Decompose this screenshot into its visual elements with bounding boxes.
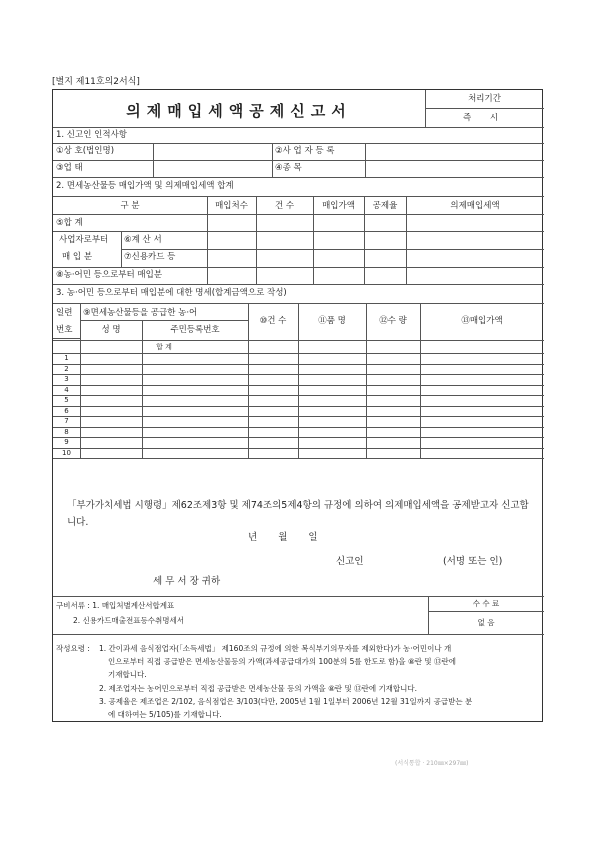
documents-label: 구비서류 : 1. 매입처별계산서합계표 (56, 601, 175, 610)
resident-no-header: 주민등록번호 (170, 325, 220, 335)
note-1a: 1. 간이과세 음식점업자(「소득세법」 제160조의 규정에 의한 복식부기의무자를 제외한다)가 농·어민이나 개 (99, 644, 452, 653)
product-header: ⑪품 명 (318, 316, 346, 326)
addressee: 세 무 서 장 귀하 (153, 576, 221, 587)
amount-header: ⑬매입가액 (461, 316, 503, 326)
farmers-label: ⑧농·어민 등으로부터 매입분 (56, 270, 163, 280)
section3-total-row: 합 계 (156, 343, 172, 351)
fee-label: 수 수 료 (472, 599, 500, 608)
row-number: 4 (64, 385, 69, 394)
note-3a: 3. 공제율은 제조업은 2/102, 음식점업은 3/103(다만, 2005년 1월 1일부터 2006년 12월 31일까지 공급받는 분 (99, 697, 473, 706)
row-number: 1 (64, 354, 69, 362)
row-number: 6 (64, 406, 69, 415)
invoice-label: ⑥계 산 서 (124, 235, 162, 245)
s2-header-category: 구 분 (120, 201, 140, 211)
quantity-header: ⑫수 량 (379, 316, 407, 326)
fee-value: 없 음 (477, 618, 495, 627)
count-header: ⑩건 수 (259, 316, 287, 326)
card-label: ⑦신용카드 등 (124, 252, 176, 262)
form-title: 의제매입세액공제신고서 (126, 102, 352, 120)
form-footer: (서식통합 · 210㎜×297㎜) (395, 760, 469, 767)
tax-form (52, 89, 543, 722)
s2-header-amount: 매입가액 (322, 201, 355, 211)
row-number: 3 (64, 375, 69, 383)
note-3b: 에 대하여는 5/105)를 기재합니다. (108, 710, 222, 719)
name-header: 성 명 (101, 325, 121, 335)
s2-header-rate: 공제율 (372, 201, 398, 211)
signature-label: (서명 또는 인) (443, 556, 503, 567)
s2-header-deduction: 의제매입세액 (450, 201, 500, 211)
row-number: 5 (64, 396, 69, 404)
total-label: ⑤합 계 (56, 218, 83, 228)
from-biz-label: 사업자로부터 (59, 235, 109, 245)
processing-label: 처리기간 (468, 94, 501, 104)
row-number: 8 (64, 427, 69, 436)
trade-name-label: ①상 호(법인명) (56, 146, 115, 156)
declarant-label: 신고인 (336, 556, 364, 567)
section3-heading: 3. 농·어민 등으로부터 매입분에 대한 명세(합계금액으로 작성) (56, 288, 287, 298)
biz-reg-label: ②사 업 자 등 록 (275, 146, 335, 156)
serial-label-1: 일련 (56, 308, 73, 318)
form-id: [별지 제11호의2서식] (52, 77, 140, 87)
notes-label: 작성요령 : (56, 644, 90, 653)
note-2: 2. 제조업자는 농어민으로부터 직접 공급받은 면세농산물 등의 가액을 ⑧란 및 ⑬란에 기재합니다. (99, 684, 418, 693)
s2-header-suppliers: 매입처수 (215, 201, 248, 211)
processing-value: 즉 시 (462, 113, 507, 123)
supplier-label: ⑨면세농산물등을 공급한 농·어 (83, 308, 198, 318)
row-number: 2 (64, 364, 69, 373)
row-number: 7 (64, 417, 69, 425)
section1-heading: 1. 신고인 인적사항 (56, 130, 127, 140)
section2-heading: 2. 면세농산물등 매입가액 및 의제매입세액 합계 (56, 181, 234, 191)
business-type-label: ③업 태 (56, 163, 83, 173)
from-biz-label-2: 매 입 분 (62, 252, 93, 262)
row-number: 10 (62, 448, 71, 457)
note-1b: 인으로부터 직접 공급받은 면세농산물등의 가액(과세공급대가의 100분의 5를 한도로 함)을 ⑧란 및 ⑬란에 (108, 657, 456, 666)
serial-label-2: 번호 (56, 325, 73, 335)
declaration-text: 「부가가치세법 시행령」제62조제3항 및 제74조의5제4항의 규정에 의하여 의제매입세액을 공제받고자 신고합니다. (67, 500, 529, 528)
s2-header-count: 건 수 (274, 201, 295, 211)
documents-item2: 2. 신용카드매출전표등수취명세서 (73, 616, 184, 625)
note-1c: 기재합니다. (108, 670, 147, 679)
item-label: ④종 목 (275, 163, 302, 173)
declaration-date: 년 월 일 (248, 532, 318, 543)
row-number: 9 (64, 438, 69, 446)
